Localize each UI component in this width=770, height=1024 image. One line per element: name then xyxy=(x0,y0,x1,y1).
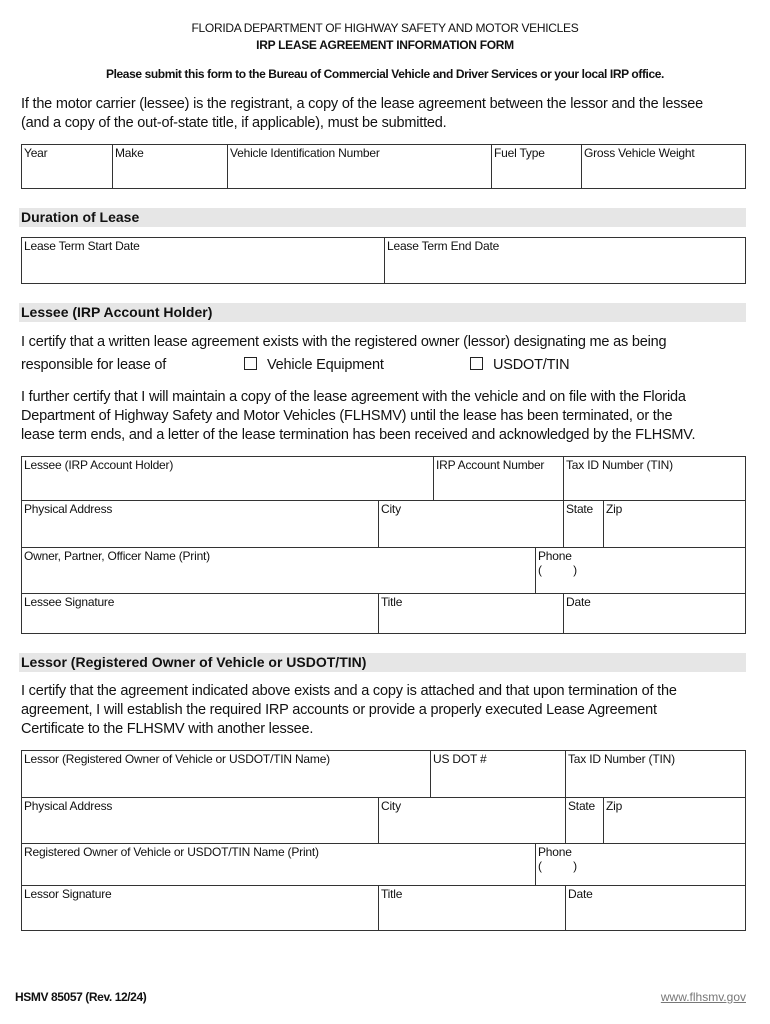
lessor-cert-line-3: Certificate to the FLHSMV with another lessee. xyxy=(21,721,314,737)
form-title: IRP LEASE AGREEMENT INFORMATION FORM xyxy=(256,38,514,52)
lessor-city-field[interactable]: City xyxy=(378,797,566,844)
vin-field[interactable]: Vehicle Identification Number xyxy=(227,144,492,189)
vehicle-equipment-label: Vehicle Equipment xyxy=(267,357,384,373)
intro-line-2: (and a copy of the out-of-state title, if applicable), must be submitted. xyxy=(21,115,447,131)
usdot-tin-checkbox[interactable] xyxy=(470,357,483,370)
lessee-further-line-2: Department of Highway Safety and Motor Vehicles (FLHSMV) until the lease has been terminated, or the xyxy=(21,408,673,424)
make-field[interactable]: Make xyxy=(112,144,228,189)
lessee-cert-line-1: I certify that a written lease agreement exists with the registered owner (lessor) designating me as being xyxy=(21,334,667,350)
lessor-name-field[interactable]: Lessor (Registered Owner of Vehicle or USDOT/TIN Name) xyxy=(21,750,431,798)
lessee-address-field[interactable]: Physical Address xyxy=(21,500,379,548)
lessor-cert-line-1: I certify that the agreement indicated above exists and a copy is attached and that upon termination of the xyxy=(21,683,677,699)
lessor-phone-field[interactable] xyxy=(535,843,746,886)
lessor-date-field[interactable]: Date xyxy=(565,885,746,931)
area-code-parens: ( ) xyxy=(538,563,577,577)
lessee-title-field[interactable]: Title xyxy=(378,593,564,634)
vehicle-equipment-option[interactable] xyxy=(244,356,384,376)
website-link[interactable]: www.flhsmv.gov xyxy=(660,990,746,1004)
lessee-cert-line-2: responsible for lease of xyxy=(21,357,167,373)
area-code-parens: ( ) xyxy=(538,859,577,873)
fuel-type-field[interactable]: Fuel Type xyxy=(491,144,582,189)
lessee-city-field[interactable]: City xyxy=(378,500,564,548)
lessee-phone-field[interactable] xyxy=(535,547,746,594)
lessee-state-field[interactable]: State xyxy=(563,500,604,548)
submit-instruction: Please submit this form to the Bureau of Commercial Vehicle and Driver Services or your local IRP office. xyxy=(106,67,664,81)
lessor-title-field[interactable]: Title xyxy=(378,885,566,931)
lessor-cert-line-2: agreement, I will establish the required IRP accounts or provide a properly executed Lease Agreement xyxy=(21,702,657,718)
lessee-heading: Lessee (IRP Account Holder) xyxy=(19,303,746,322)
lessee-name-field[interactable]: Lessee (IRP Account Holder) xyxy=(21,456,434,501)
usdot-tin-option[interactable] xyxy=(470,356,569,376)
usdot-number-field[interactable]: US DOT # xyxy=(430,750,566,798)
phone-label: Phone xyxy=(538,549,572,563)
vehicle-equipment-checkbox[interactable] xyxy=(244,357,257,370)
lessee-signature-field[interactable]: Lessee Signature xyxy=(21,593,379,634)
lessee-further-line-1: I further certify that I will maintain a copy of the lease agreement with the vehicle and on file with the Florida xyxy=(21,389,686,405)
form-number: HSMV 85057 (Rev. 12/24) xyxy=(15,990,147,1004)
lessor-address-field[interactable]: Physical Address xyxy=(21,797,379,844)
duration-heading: Duration of Lease xyxy=(19,208,746,227)
phone-label: Phone xyxy=(538,845,572,859)
lessor-owner-name-field[interactable]: Registered Owner of Vehicle or USDOT/TIN Name (Print) xyxy=(21,843,536,886)
lessor-zip-field[interactable]: Zip xyxy=(603,797,746,844)
lessor-state-field[interactable]: State xyxy=(565,797,604,844)
lessor-signature-field[interactable]: Lessor Signature xyxy=(21,885,379,931)
lessee-owner-name-field[interactable]: Owner, Partner, Officer Name (Print) xyxy=(21,547,536,594)
lessor-heading: Lessor (Registered Owner of Vehicle or USDOT/TIN) xyxy=(19,653,746,672)
irp-account-number-field[interactable]: IRP Account Number xyxy=(433,456,564,501)
intro-line-1: If the motor carrier (lessee) is the registrant, a copy of the lease agreement between the lessor and the lessee xyxy=(21,96,704,112)
agency-name: FLORIDA DEPARTMENT OF HIGHWAY SAFETY AND MOTOR VEHICLES xyxy=(191,21,579,35)
lease-start-field[interactable]: Lease Term Start Date xyxy=(21,237,385,284)
year-field[interactable]: Year xyxy=(21,144,113,189)
usdot-tin-label: USDOT/TIN xyxy=(493,357,570,373)
gvw-field[interactable]: Gross Vehicle Weight xyxy=(581,144,746,189)
lessee-further-line-3: lease term ends, and a letter of the lease termination has been received and acknowledged by the FLHSMV. xyxy=(21,427,696,443)
lease-end-field[interactable]: Lease Term End Date xyxy=(384,237,746,284)
lessee-zip-field[interactable]: Zip xyxy=(603,500,746,548)
lessor-tin-field[interactable]: Tax ID Number (TIN) xyxy=(565,750,746,798)
lessee-date-field[interactable]: Date xyxy=(563,593,746,634)
lessee-tin-field[interactable]: Tax ID Number (TIN) xyxy=(563,456,746,501)
